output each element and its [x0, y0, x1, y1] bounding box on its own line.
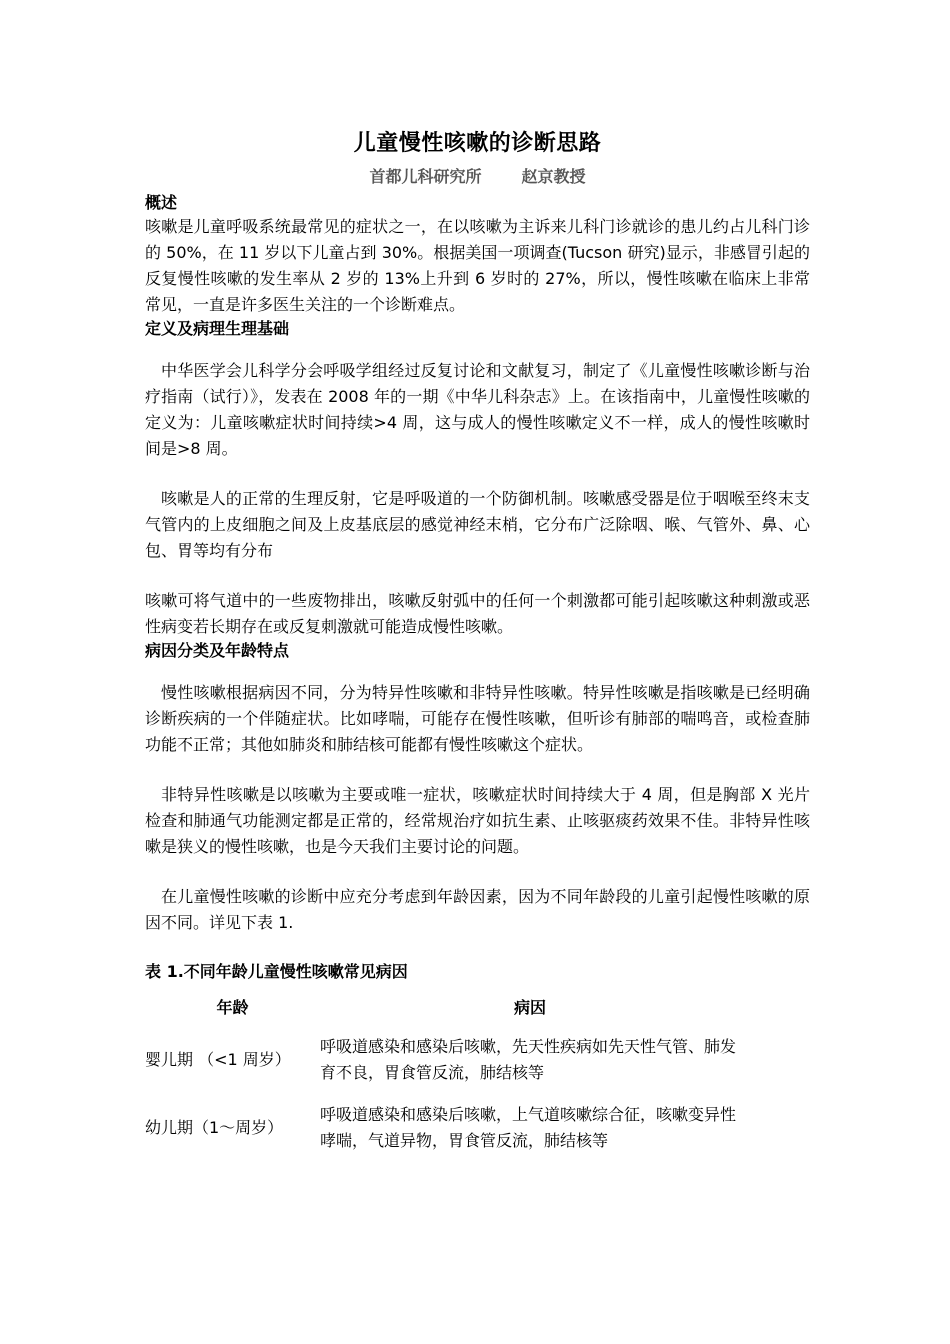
table-cell-cause: 呼吸道感染和感染后咳嗽，先天性疾病如先天性气管、肺发育不良，胃食管反流，肺结核等 [320, 1037, 737, 1082]
etiology-paragraph-3: 在儿童慢性咳嗽的诊断中应充分考虑到年龄因素，因为不同年龄段的儿童引起慢性咳嗽的原因不同。详见下表 1. [145, 887, 810, 932]
section-heading-overview: 概述 [145, 193, 178, 212]
table-header-row [145, 996, 745, 1020]
definition-paragraph-1: 中华医学会儿科学分会呼吸学组经过反复讨论和文献复习，制定了《儿童慢性咳嗽诊断与治疗指南（试行）》，发表在 2008 年的一期《中华儿科杂志》上。在该指南中，儿童慢性咳嗽的定义为：儿童咳嗽症状时间持续>4 周，这与成人的慢性咳嗽定义不一样，成人的慢性咳嗽时间是>8 周。 [145, 361, 810, 458]
definition-paragraph-2: 咳嗽是人的正常的生理反射，它是呼吸道的一个防御机制。咳嗽感受器是位于咽喉至终末支气管内的上皮细胞之间及上皮基底层的感觉神经末梢，它分布广泛除咽、喉、气管外、鼻、心包、胃等均有分布 [145, 489, 810, 560]
table-caption: 表 1.不同年龄儿童慢性咳嗽常见病因 [145, 962, 408, 981]
table-cell-cause: 呼吸道感染和感染后咳嗽，上气道咳嗽综合征，咳嗽变异性哮喘，气道异物，胃食管反流，肺结核等 [320, 1105, 737, 1150]
table-row [145, 1102, 745, 1154]
document-subtitle [145, 166, 810, 188]
definition-paragraph-3: 咳嗽可将气道中的一些废物排出，咳嗽反射弧中的任何一个刺激都可能引起咳嗽这种刺激或恶性病变若长期存在或反复刺激就可能造成慢性咳嗽。 [145, 591, 810, 636]
table-cell-age: 婴儿期 （<1 周岁） [145, 1050, 291, 1069]
etiology-paragraph-2: 非特异性咳嗽是以咳嗽为主要或唯一症状，咳嗽症状时间持续大于 4 周，但是胸部 X 光片检查和肺通气功能测定都是正常的，经常规治疗如抗生素、止咳驱痰药效果不佳。非特异性咳嗽是狭义的慢性咳嗽，也是今天我们主要讨论的问题。 [145, 785, 810, 856]
section-heading-etiology: 病因分类及年龄特点 [145, 641, 290, 660]
overview-paragraph: 咳嗽是儿童呼吸系统最常见的症状之一，在以咳嗽为主诉来儿科门诊就诊的患儿约占儿科门诊的 50%，在 11 岁以下儿童占到 30%。根据美国一项调查(Tucson 研究)显示，非感冒引起的反复慢性咳嗽的发生率从 2 岁的 13%上升到 6 岁时的 27%，所以，慢性咳嗽在临床上非常常见，一直是许多医生关注的一个诊断难点。 [145, 217, 810, 314]
age-cause-table [145, 996, 745, 1154]
section-heading-definition: 定义及病理生理基础 [145, 319, 290, 338]
author-institute: 首都儿科研究所 [369, 167, 482, 186]
table-header-cause: 病因 [513, 998, 546, 1017]
table-row [145, 1034, 745, 1086]
author-name: 赵京教授 [521, 167, 586, 186]
etiology-paragraph-1: 慢性咳嗽根据病因不同，分为特异性咳嗽和非特异性咳嗽。特异性咳嗽是指咳嗽是已经明确诊断疾病的一个伴随症状。比如哮喘，可能存在慢性咳嗽，但听诊有肺部的喘鸣音，或检查肺功能不正常；其他如肺炎和肺结核可能都有慢性咳嗽这个症状。 [145, 683, 810, 754]
table-header-age: 年龄 [216, 998, 249, 1017]
document-page [145, 128, 810, 1170]
document-title: 儿童慢性咳嗽的诊断思路 [353, 131, 602, 156]
table-cell-age: 幼儿期（1～周岁） [145, 1118, 284, 1137]
